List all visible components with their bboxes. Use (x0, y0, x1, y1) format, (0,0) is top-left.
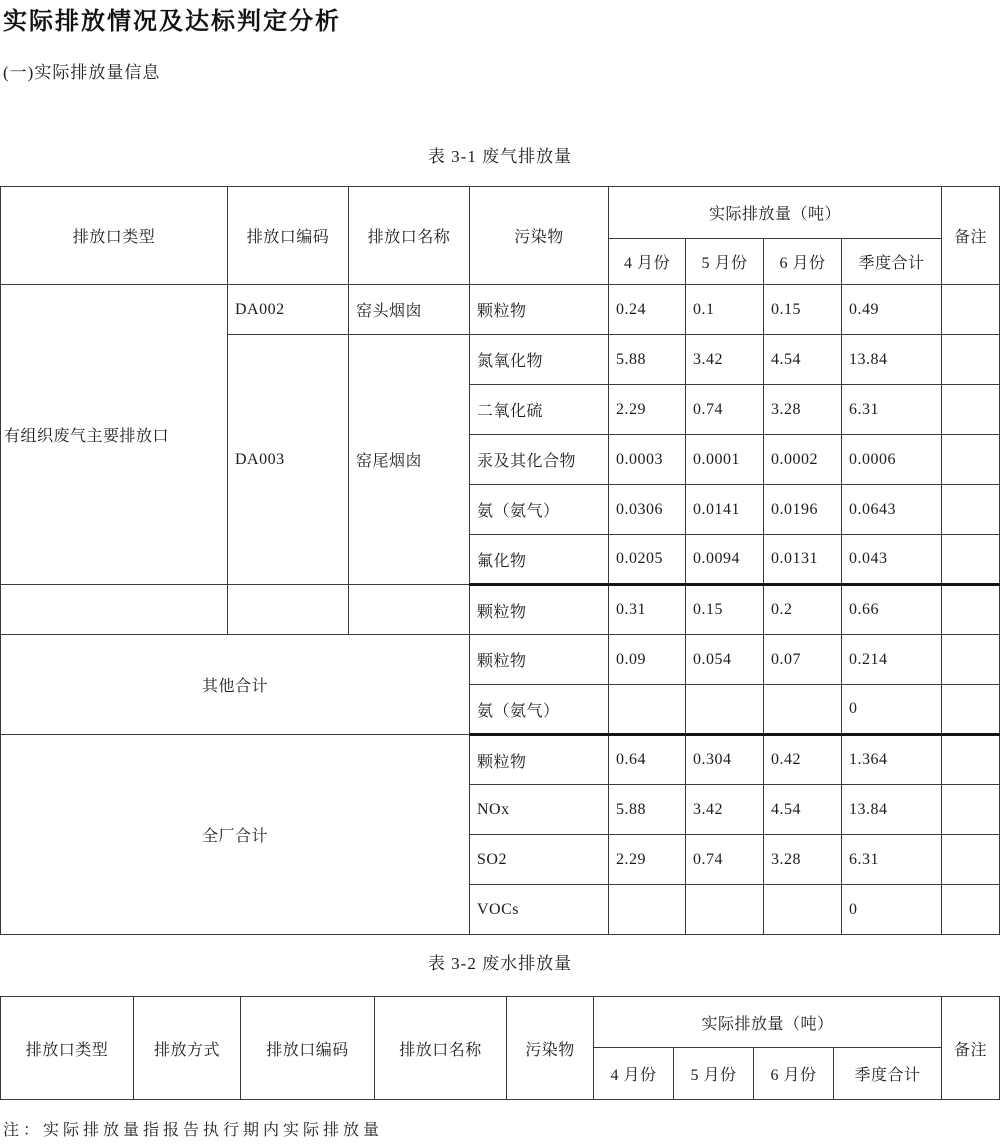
value-cell-total: 0 (842, 885, 942, 935)
value-cell-june (764, 685, 842, 735)
outlet-name-cell: 窑尾烟囱 (349, 335, 470, 585)
remark-cell (942, 385, 1000, 435)
value-cell-june: 0.42 (764, 735, 842, 785)
outlet-code-cell: DA002 (228, 285, 349, 335)
value-cell-june: 0.07 (764, 635, 842, 685)
outlet-type-cell (1, 585, 228, 635)
value-cell-june: 0.0002 (764, 435, 842, 485)
value-cell-april: 5.88 (609, 335, 686, 385)
header-april: 4 月份 (594, 1048, 674, 1100)
value-cell-may: 3.42 (686, 335, 764, 385)
group-label-plant-total: 全厂合计 (1, 735, 470, 935)
value-cell-total: 0.49 (842, 285, 942, 335)
header-may: 5 月份 (674, 1048, 754, 1100)
value-cell-may: 3.42 (686, 785, 764, 835)
value-cell-june: 3.28 (764, 385, 842, 435)
value-cell-june: 0.0196 (764, 485, 842, 535)
pollutant-cell: 颗粒物 (470, 585, 609, 635)
remark-cell (942, 485, 1000, 535)
wastewater-emission-table (0, 996, 1000, 1100)
value-cell-total: 1.364 (842, 735, 942, 785)
table-row (1, 635, 1000, 685)
exhaust-gas-emission-table (0, 186, 1000, 935)
value-cell-april (609, 885, 686, 935)
header-outlet-type: 排放口类型 (1, 997, 134, 1100)
pollutant-cell: 颗粒物 (470, 285, 609, 335)
value-cell-april: 2.29 (609, 385, 686, 435)
value-cell-may: 0.74 (686, 385, 764, 435)
outlet-code-cell: DA003 (228, 335, 349, 585)
value-cell-may: 0.054 (686, 635, 764, 685)
table-row (1, 735, 1000, 785)
pollutant-cell: 颗粒物 (470, 735, 609, 785)
value-cell-june: 0.2 (764, 585, 842, 635)
value-cell-may (686, 885, 764, 935)
table-row (1, 585, 1000, 635)
page-title: 实际排放情况及达标判定分析 (3, 9, 341, 35)
pollutant-cell: 汞及其化合物 (470, 435, 609, 485)
value-cell-total: 6.31 (842, 385, 942, 435)
value-cell-may: 0.15 (686, 585, 764, 635)
value-cell-may: 0.1 (686, 285, 764, 335)
remark-cell (942, 285, 1000, 335)
value-cell-total: 0.0006 (842, 435, 942, 485)
value-cell-april: 0.0205 (609, 535, 686, 585)
pollutant-cell: 二氧化硫 (470, 385, 609, 435)
value-cell-total: 13.84 (842, 785, 942, 835)
header-quarter-total: 季度合计 (834, 1048, 942, 1100)
header-remark: 备注 (942, 187, 1000, 285)
value-cell-may: 0.0141 (686, 485, 764, 535)
pollutant-cell: 颗粒物 (470, 635, 609, 685)
value-cell-total: 6.31 (842, 835, 942, 885)
outlet-name-cell (349, 585, 470, 635)
pollutant-cell: NOx (470, 785, 609, 835)
value-cell-april: 0.09 (609, 635, 686, 685)
header-june: 6 月份 (754, 1048, 834, 1100)
header-outlet-type: 排放口类型 (1, 187, 228, 285)
header-quarter-total: 季度合计 (842, 239, 942, 285)
header-remark: 备注 (942, 997, 1000, 1100)
remark-cell (942, 585, 1000, 635)
value-cell-april: 5.88 (609, 785, 686, 835)
remark-cell (942, 535, 1000, 585)
value-cell-june: 4.54 (764, 335, 842, 385)
header-outlet-name: 排放口名称 (349, 187, 470, 285)
pollutant-cell: VOCs (470, 885, 609, 935)
remark-cell (942, 785, 1000, 835)
group-label-other-total: 其他合计 (1, 635, 470, 735)
document-page (0, 8, 1000, 1141)
outlet-name-cell: 窑头烟囱 (349, 285, 470, 335)
value-cell-may: 0.0001 (686, 435, 764, 485)
section-heading: (一)实际排放量信息 (3, 63, 161, 82)
value-cell-april: 0.24 (609, 285, 686, 335)
value-cell-april: 0.31 (609, 585, 686, 635)
remark-cell (942, 885, 1000, 935)
value-cell-may: 0.0094 (686, 535, 764, 585)
pollutant-cell: 氨（氨气） (470, 685, 609, 735)
pollutant-cell: SO2 (470, 835, 609, 885)
value-cell-total: 13.84 (842, 335, 942, 385)
value-cell-total: 0.0643 (842, 485, 942, 535)
header-outlet-code: 排放口编码 (241, 997, 375, 1100)
footnote: 注：实际排放量指报告执行期内实际排放量 (3, 1122, 384, 1139)
value-cell-june: 3.28 (764, 835, 842, 885)
remark-cell (942, 335, 1000, 385)
header-pollutant: 污染物 (507, 997, 594, 1100)
remark-cell (942, 685, 1000, 735)
header-pollutant: 污染物 (470, 187, 609, 285)
value-cell-april: 2.29 (609, 835, 686, 885)
header-april: 4 月份 (609, 239, 686, 285)
value-cell-may: 0.74 (686, 835, 764, 885)
pollutant-cell: 氟化物 (470, 535, 609, 585)
header-outlet-name: 排放口名称 (375, 997, 507, 1100)
value-cell-april (609, 685, 686, 735)
header-actual-emission: 实际排放量（吨） (594, 997, 942, 1048)
value-cell-april: 0.0306 (609, 485, 686, 535)
header-actual-emission: 实际排放量（吨） (609, 187, 942, 239)
value-cell-total: 0.043 (842, 535, 942, 585)
pollutant-cell: 氮氧化物 (470, 335, 609, 385)
value-cell-april: 0.0003 (609, 435, 686, 485)
pollutant-cell: 氨（氨气） (470, 485, 609, 535)
outlet-type-cell: 有组织废气主要排放口 (1, 285, 228, 585)
value-cell-june: 4.54 (764, 785, 842, 835)
value-cell-april: 0.64 (609, 735, 686, 785)
value-cell-total: 0 (842, 685, 942, 735)
remark-cell (942, 435, 1000, 485)
value-cell-may (686, 685, 764, 735)
value-cell-may: 0.304 (686, 735, 764, 785)
value-cell-total: 0.214 (842, 635, 942, 685)
value-cell-june (764, 885, 842, 935)
header-discharge-mode: 排放方式 (134, 997, 241, 1100)
outlet-code-cell (228, 585, 349, 635)
table1-caption: 表 3-1 废气排放量 (427, 147, 573, 166)
remark-cell (942, 835, 1000, 885)
table2-caption: 表 3-2 废水排放量 (427, 954, 573, 973)
remark-cell (942, 635, 1000, 685)
value-cell-total: 0.66 (842, 585, 942, 635)
header-outlet-code: 排放口编码 (228, 187, 349, 285)
remark-cell (942, 735, 1000, 785)
value-cell-june: 0.15 (764, 285, 842, 335)
value-cell-june: 0.0131 (764, 535, 842, 585)
table-row (1, 285, 1000, 335)
header-may: 5 月份 (686, 239, 764, 285)
header-june: 6 月份 (764, 239, 842, 285)
